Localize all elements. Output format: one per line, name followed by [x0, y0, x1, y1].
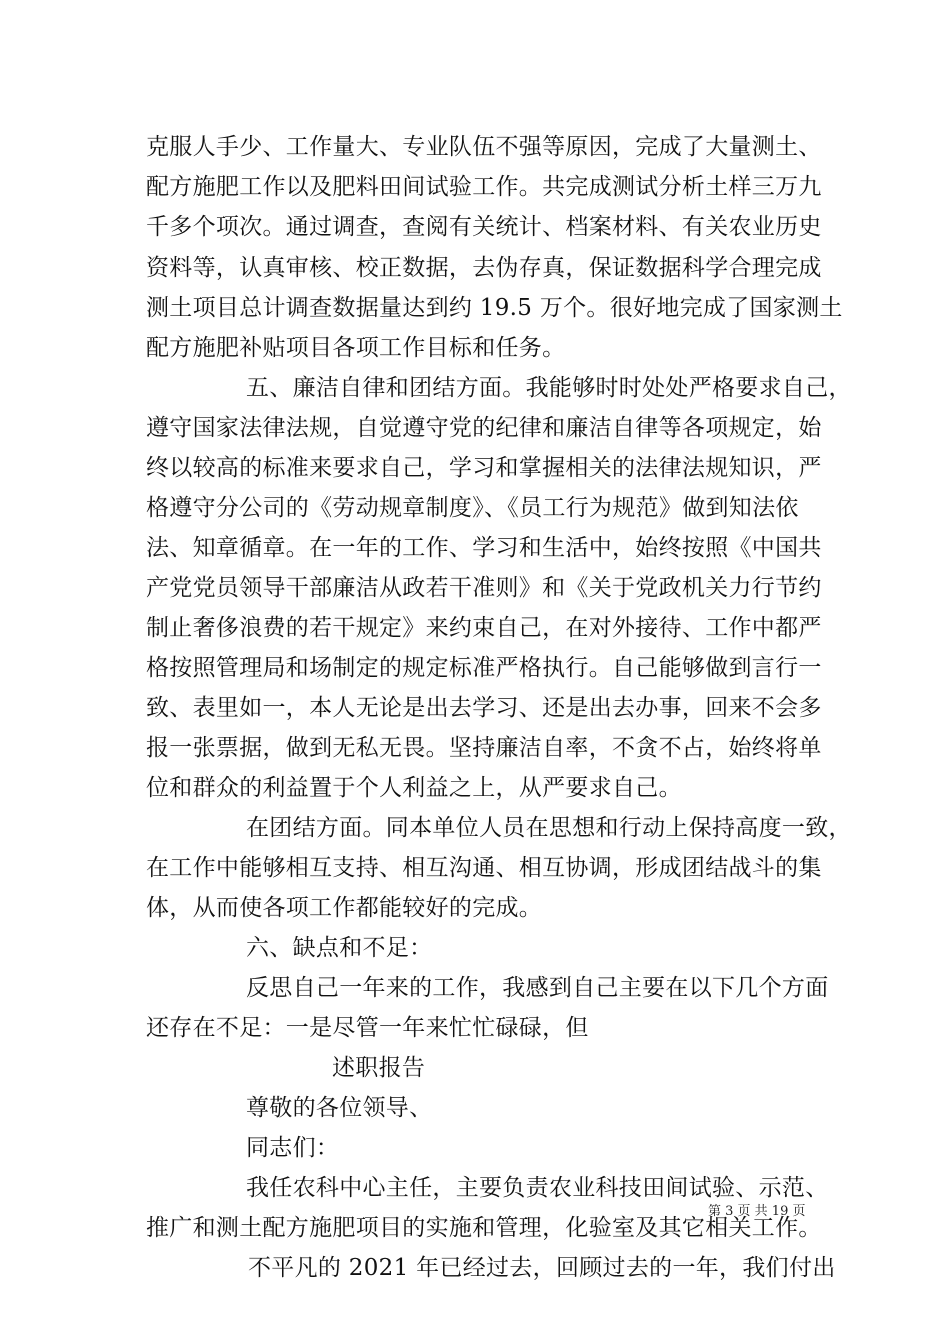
body-line-20: 体，从而使各项工作都能较好的完成。: [146, 895, 543, 921]
body-line-14: 格按照管理局和场制定的规定标准严格执行。自己能够做到言行一: [146, 655, 822, 681]
body-line-17: 位和群众的利益置于个人利益之上，从严要求自己。: [146, 775, 682, 801]
body-line-2: 配方施肥工作以及肥料田间试验工作。共完成测试分析土样三万九: [146, 174, 822, 200]
body-line-12: 产党党员领导干部廉洁从政若干准则》和《关于党政机关力行节约: [146, 575, 822, 601]
body-line-22: 反思自己一年来的工作，我感到自己主要在以下几个方面: [246, 975, 829, 1001]
body-line-28: 推广和测土配方施肥项目的实施和管理，化验室及其它相关工作。: [146, 1215, 822, 1241]
body-line-1: 克服人手少、工作量大、专业队伍不强等原因，完成了大量测土、: [146, 134, 822, 160]
body-line-29: 不平凡的 2021 年已经过去，回顾过去的一年，我们付出: [248, 1255, 836, 1281]
body-line-6: 配方施肥补贴项目各项工作目标和任务。: [146, 335, 566, 361]
body-line-16: 报一张票据，做到无私无畏。坚持廉洁自率，不贪不占，始终将单: [146, 735, 822, 761]
body-line-4: 资料等，认真审核、校正数据，去伪存真，保证数据科学合理完成: [146, 255, 822, 281]
page-number: 第 3 页 共 19 页: [708, 1204, 806, 1219]
body-line-23: 还存在不足：一是尽管一年来忙忙碌碌，但: [146, 1015, 589, 1041]
body-line-13: 制止奢侈浪费的若干规定》来约束自己，在对外接待、工作中都严: [146, 615, 822, 641]
body-line-27: 我任农科中心主任，主要负责农业科技田间试验、示范、: [246, 1175, 829, 1201]
unity-paragraph-line: 在团结方面。同本单位人员在思想和行动上保持高度一致，: [246, 815, 852, 841]
body-line-10: 格遵守分公司的《劳动规章制度》、《员工行为规范》做到知法依: [146, 495, 799, 521]
body-line-19: 在工作中能够相互支持、相互沟通、相互协调，形成团结战斗的集: [146, 855, 822, 881]
salutation-line-1: 尊敬的各位领导、: [246, 1095, 433, 1121]
salutation-line-2: 同志们：: [246, 1135, 340, 1161]
body-line-11: 法、知章循章。在一年的工作、学习和生活中，始终按照《中国共: [146, 535, 822, 561]
body-line-15: 致、表里如一，本人无论是出去学习、还是出去办事，回来不会多: [146, 695, 822, 721]
section-six-heading: 六、缺点和不足：: [246, 935, 433, 961]
body-line-3: 千多个项次。通过调查，查阅有关统计、档案材料、有关农业历史: [146, 214, 822, 240]
section-five-heading-line: 五、廉洁自律和团结方面。我能够时时处处严格要求自己，: [246, 375, 852, 401]
body-line-9: 终以较高的标准来要求自己，学习和掌握相关的法律法规知识，严: [146, 455, 822, 481]
body-line-5: 测土项目总计调查数据量达到约 19.5 万个。很好地完成了国家测土: [146, 295, 843, 321]
body-line-8: 遵守国家法律法规，自觉遵守党的纪律和廉洁自律等各项规定，始: [146, 415, 822, 441]
report-title: 述职报告: [332, 1055, 426, 1081]
